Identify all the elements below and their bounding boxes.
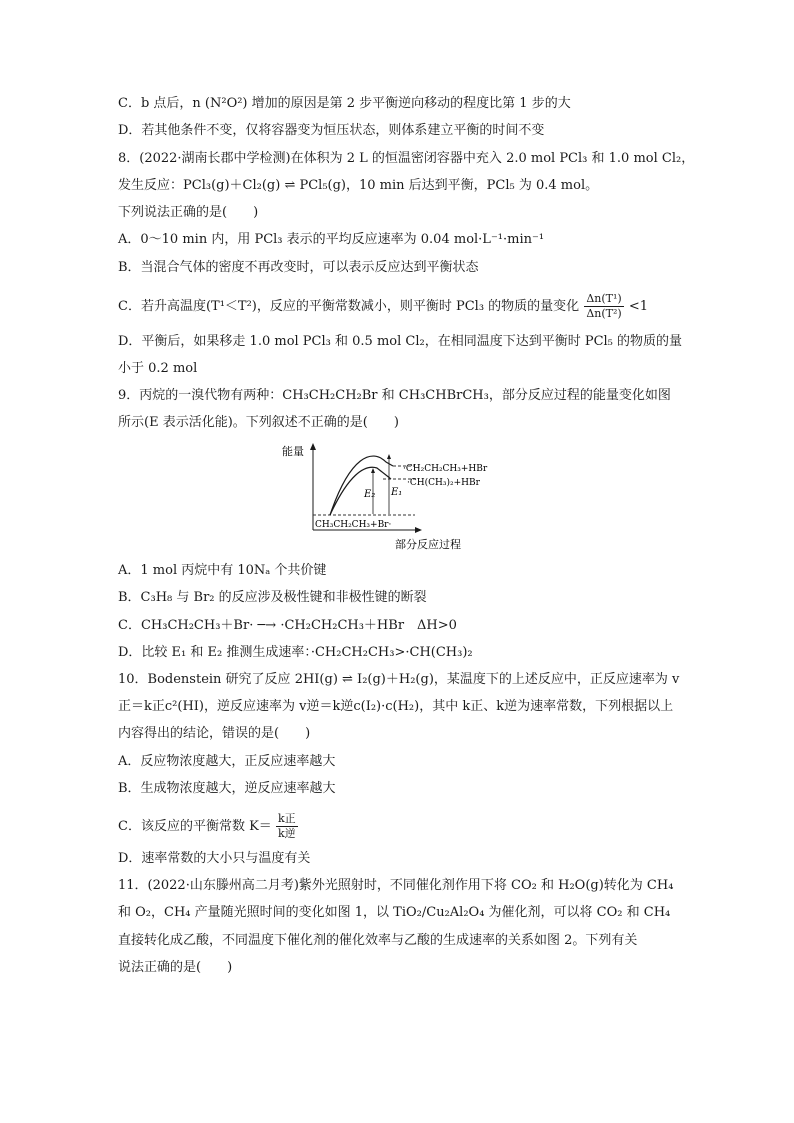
q11-stem-line-2: 和 O₂，CH₄ 产量随光照时间的变化如图 1，以 TiO₂/Cu₂Al₂O₄ 为催化剂，可以将 CO₂ 和 CH₄ — [118, 905, 671, 920]
q8-option-c-comparison: <1 — [628, 299, 648, 314]
q10-option-a: A．反应物浓度越大，正反应速率越大 — [118, 754, 336, 769]
q8-stem-line-3: 下列说法正确的是( ) — [118, 205, 259, 220]
reactant-label: CH₃CH₂CH₃+Br· — [315, 520, 392, 530]
q10-option-c-text: C．该反应的平衡常数 K＝ — [118, 819, 272, 834]
q8-option-b: B．当混合气体的密度不再改变时，可以表示反应达到平衡状态 — [118, 260, 479, 275]
q9-option-a: A．1 mol 丙烷中有 10Nₐ 个共价键 — [118, 563, 327, 578]
product-2-label: ·CH(CH₃)₂+HBr — [407, 478, 480, 488]
x-axis-label: 部分反应过程 — [395, 538, 461, 551]
product-1-label: ·CH₂CH₂CH₃+HBr — [403, 464, 488, 474]
q8-option-d-line-1: D．平衡后，如果移走 1.0 mol PCl₃ 和 0.5 mol Cl₂，在相同温度下达到平衡时 PCl₅ 的物质的量 — [118, 334, 683, 349]
x-axis-arrow — [415, 527, 422, 533]
y-axis-arrow — [310, 443, 316, 450]
q8-option-c-fraction — [584, 292, 623, 321]
q11-stem-line-4: 说法正确的是( ) — [118, 960, 233, 975]
q10-stem-line-2: 正＝k正c²(HI)，逆反应速率为 v逆＝k逆c(I₂)·c(H₂)，其中 k正、k逆为速率常数，下列根据以上 — [118, 699, 674, 714]
curve-pathway-1 — [330, 456, 393, 515]
q9-stem-line-2: 所示(E 表示活化能)。下列叙述不正确的是( ) — [118, 415, 399, 430]
q10-stem-line-1: 10．Bodenstein 研究了反应 2HI(g) ⇌ I₂(g)＋H₂(g)，某温度下的上述反应中，正反应速率为 v — [118, 672, 680, 687]
fraction-numerator: Δn(T¹) — [586, 292, 622, 305]
fraction-denominator: k逆 — [277, 827, 296, 840]
fraction-numerator: k正 — [277, 812, 296, 825]
e2-label: E₂ — [364, 489, 376, 500]
q9-option-c: C．CH₃CH₂CH₃＋Br· ─→ ·CH₂CH₂CH₃＋HBr ΔH>0 — [118, 618, 457, 633]
q11-stem-line-1: 11．(2022·山东滕州高二月考)紫外光照射时，不同催化剂作用下将 CO₂ 和 H₂O(g)转化为 CH₄ — [118, 878, 674, 893]
q10-option-d: D．速率常数的大小只与温度有关 — [118, 851, 311, 866]
q10-option-b: B．生成物浓度越大，逆反应速率越大 — [118, 781, 336, 796]
q8-stem-line-1: 8．(2022·湖南长郡中学检测)在体积为 2 L 的恒温密闭容器中充入 2.0 mol PCl₃ 和 1.0 mol Cl₂， — [118, 151, 695, 166]
q8-option-a: A．0～10 min 内，用 PCl₃ 表示的平均反应速率为 0.04 mol·L⁻¹·min⁻¹ — [118, 232, 545, 247]
q9-stem-line-1: 9．丙烷的一溴代物有两种：CH₃CH₂CH₂Br 和 CH₃CHBrCH₃，部分反应过程的能量变化如图 — [118, 388, 671, 403]
q10-option-c — [118, 812, 298, 841]
fraction-denominator: Δn(T²) — [586, 307, 622, 320]
q7-option-d: D．若其他条件不变，仅将容器变为恒压状态，则体系建立平衡的时间不变 — [118, 123, 545, 138]
energy-diagram — [280, 436, 520, 554]
q7-option-c: C．b 点后，n (N²O²) 增加的原因是第 2 步平衡逆向移动的程度比第 1 步的大 — [118, 96, 571, 111]
q10-stem-line-3: 内容得出的结论，错误的是( ) — [118, 726, 311, 741]
e2-arrow-head — [371, 468, 375, 473]
q8-stem-line-2: 发生反应：PCl₃(g)＋Cl₂(g) ⇌ PCl₅(g)，10 min 后达到平衡，PCl₅ 为 0.4 mol。 — [118, 178, 599, 193]
q11-stem-line-3: 直接转化成乙酸，不同温度下催化剂的催化效率与乙酸的生成速率的关系如图 2。下列有关 — [118, 933, 638, 948]
q10-option-c-fraction — [276, 812, 298, 841]
e1-arrow-head — [387, 454, 391, 459]
q8-option-d-line-2: 小于 0.2 mol — [118, 361, 198, 376]
e1-label: E₁ — [391, 487, 403, 498]
y-axis-label: 能量 — [282, 445, 304, 458]
q8-option-c-text: C．若升高温度(T¹＜T²)，反应的平衡常数减小，则平衡时 PCl₃ 的物质的量变化 — [118, 299, 580, 314]
q9-option-d: D．比较 E₁ 和 E₂ 推测生成速率：·CH₂CH₂CH₃>·CH(CH₃)₂ — [118, 645, 473, 660]
q8-option-c — [118, 292, 648, 321]
q9-option-b: B．C₃H₈ 与 Br₂ 的反应涉及极性键和非极性键的断裂 — [118, 590, 427, 605]
